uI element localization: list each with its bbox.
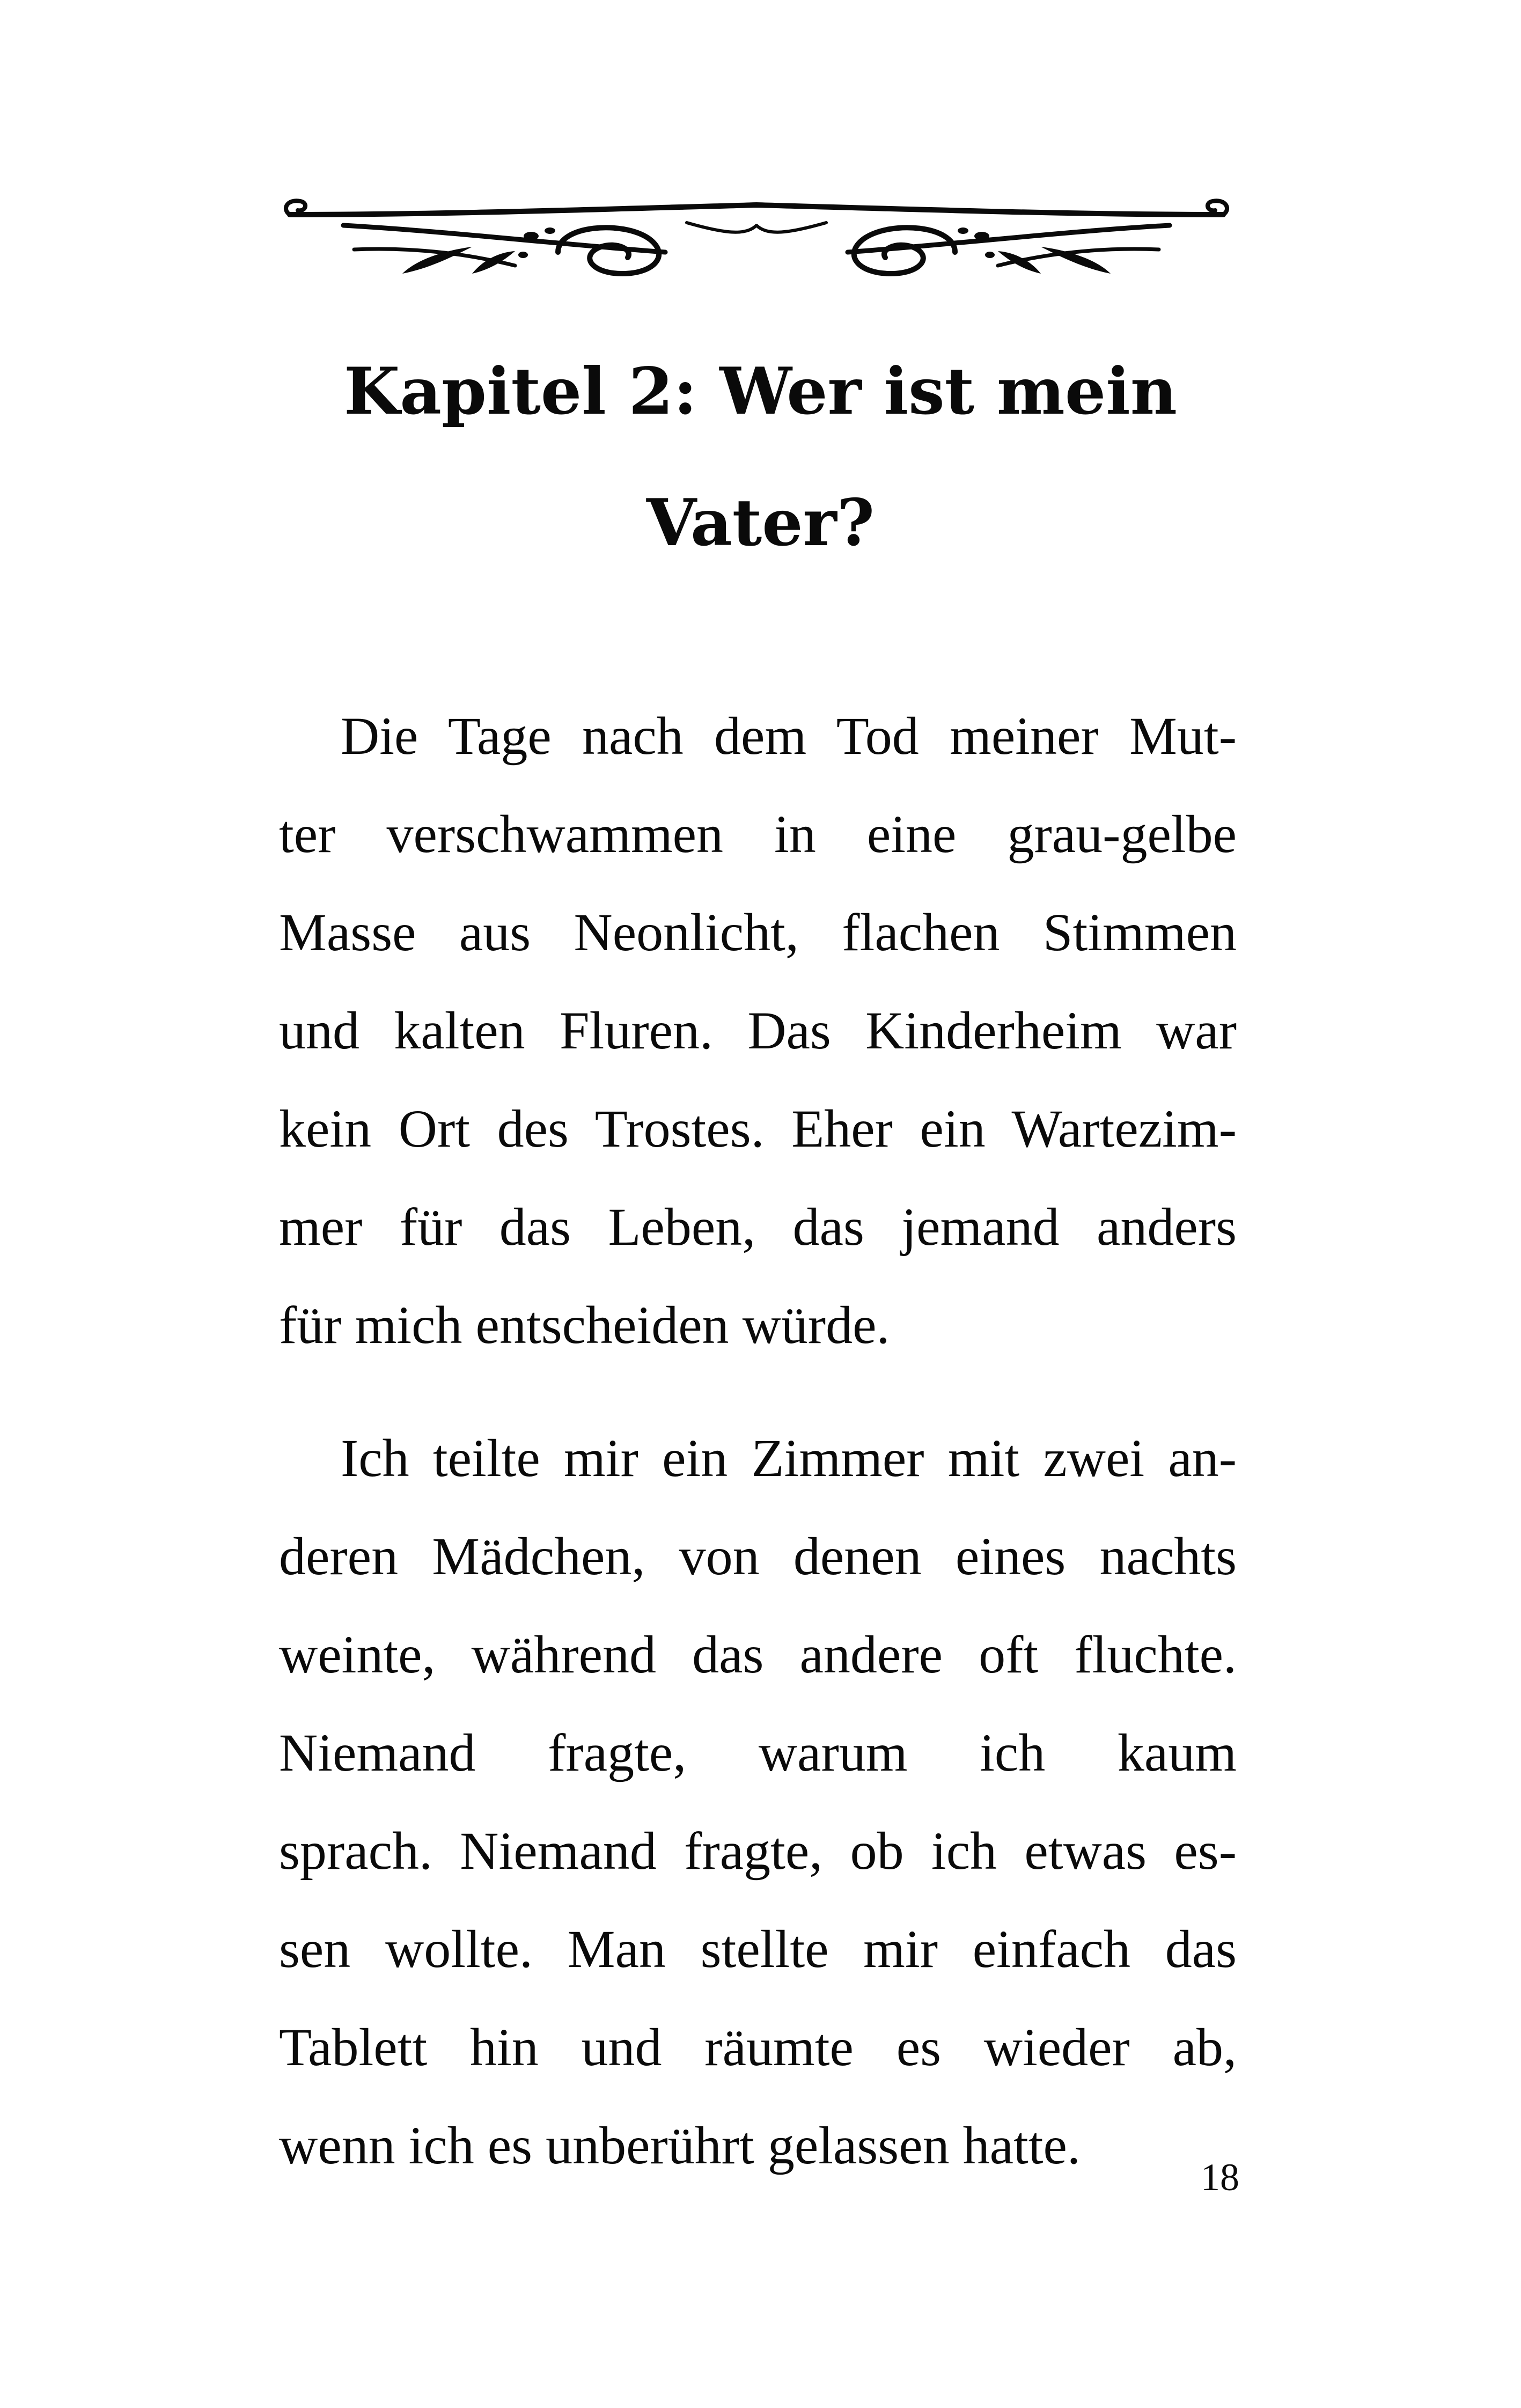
text-line: sen wollte. Man stellte mir einfach das	[279, 1919, 1237, 1979]
text-line: Die Tage nach dem Tod meiner Mut-	[341, 706, 1237, 766]
text-line: wenn ich es unberührt gelassen hatte.	[279, 2116, 1081, 2175]
text-line: deren Mädchen, von denen eines nachts	[279, 1526, 1237, 1586]
text-line: für mich entscheiden würde.	[279, 1295, 890, 1355]
text-line: mer für das Leben, das jemand anders	[279, 1197, 1237, 1257]
text-line: weinte, während das andere oft fluchte.	[279, 1625, 1237, 1684]
text-line: und kalten Fluren. Das Kinderheim war	[279, 1001, 1237, 1060]
text-line: Tablett hin und räumte es wieder ab,	[279, 2017, 1237, 2077]
text-line: sprach. Niemand fragte, ob ich etwas es-	[279, 1821, 1237, 1881]
flourish-divider-icon	[279, 193, 1234, 284]
text-line: Ich teilte mir ein Zimmer mit zwei an-	[341, 1428, 1237, 1488]
text-line: ter verschwammen in eine grau-gelbe	[279, 804, 1237, 864]
text-line: kein Ort des Trostes. Eher ein Wartezim-	[279, 1099, 1237, 1158]
paragraph-2	[279, 1409, 1237, 2194]
text-line: Masse aus Neonlicht, flachen Stimmen	[279, 902, 1237, 962]
page-number: 18	[1201, 2156, 1239, 2199]
chapter-body	[279, 687, 1237, 2194]
book-page: Kapitel 2: Wer ist mein Vater? Die Tage nach dem Tod meiner Mut- ter verschwammen in eine grau-gelbe Masse aus Neonlicht, flachen Stimmen und kalten Fluren. Das Kinderheim war kein Ort des Trostes. Eher ein Wartezim- mer für das Leben, das jemand anders für mich entscheiden würde. Ich teilte mir ein Zimmer mit zwei an- deren Mädchen, von denen eines nachts weinte, während das andere oft fluchte. Niemand fragte, warum ich kaum sprach. Niemand fragte, ob ich etwas es- sen wollte. Man stellte mir einfach das Tablett hin und räumte es wieder ab, wenn ich es unberührt gelassen hatte. 18	[0, 0, 1521, 2408]
text-line: Niemand fragte, warum ich kaum	[279, 1723, 1237, 1782]
paragraph-1	[279, 687, 1237, 1374]
